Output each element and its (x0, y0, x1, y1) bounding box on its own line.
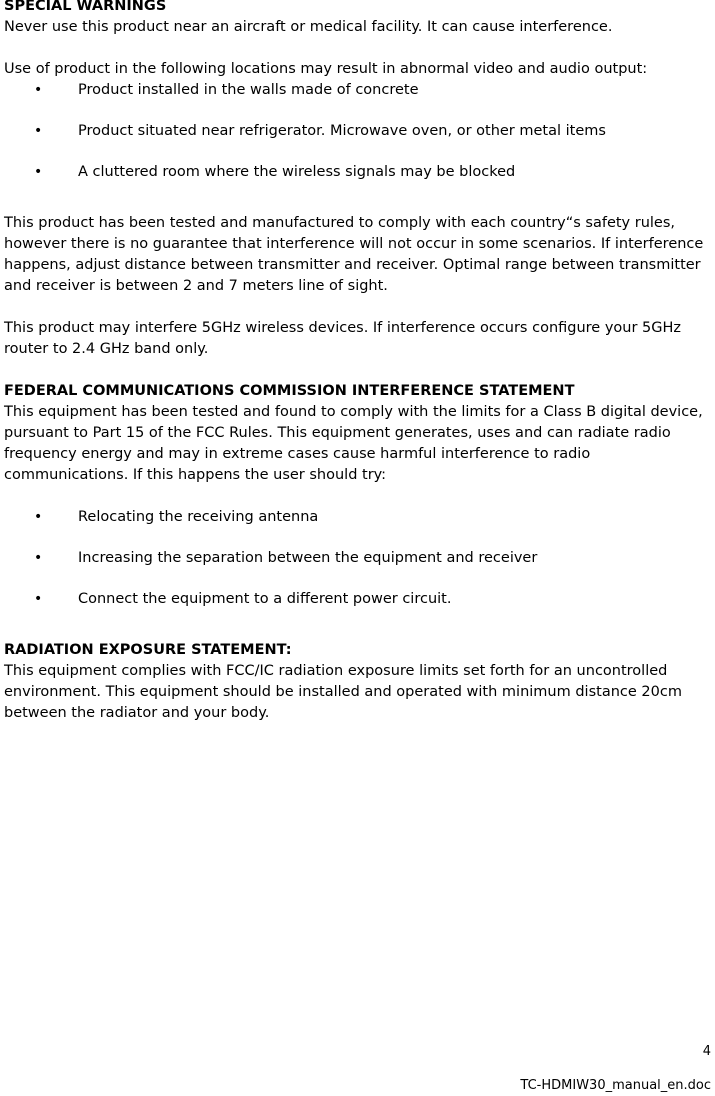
list-item: • Connect the equipment to a different power circuit. (4, 589, 712, 610)
page-number: 4 (702, 1044, 711, 1059)
safety-compliance-paragraph: This product has been tested and manufactured to comply with each country“s safety rules, however there is no guarantee that interference will not occur in some scenarios. If interference happens, adjust distance between transmitter and receiver. Optimal range between transmitter and receiver is between 2 and 7 meters line of sight. (4, 215, 704, 294)
locations-list (4, 80, 712, 183)
bullet-icon: • (34, 591, 43, 607)
list-item: • Relocating the receiving antenna (4, 507, 712, 528)
special-warnings-heading: SPECIAL WARNINGS (4, 0, 167, 14)
fcc-paragraph: This equipment has been tested and found to comply with the limits for a Class B digital device, pursuant to Part 15 of the FCC Rules. This equipment generates, uses and can radiate radio frequency energy and may in extreme cases cause harmful interference to radio communications. If this happens the user should try: (4, 404, 703, 483)
radiation-heading: RADIATION EXPOSURE STATEMENT: (4, 642, 292, 658)
list-item: • Product installed in the walls made of concrete (4, 80, 712, 101)
radiation-paragraph: This equipment complies with FCC/IC radiation exposure limits set forth for an uncontrolled environment. This equipment should be installed and operated with minimum distance 20cm between the radiator and your body. (4, 663, 682, 721)
bullet-icon: • (34, 509, 43, 525)
document-filename: TC-HDMIW30_manual_en.doc (520, 1078, 711, 1093)
locations-intro: Use of product in the following locations may result in abnormal video and audio output: (4, 61, 648, 77)
bullet-icon: • (34, 164, 43, 180)
fcc-list (4, 507, 712, 610)
list-item: • A cluttered room where the wireless signals may be blocked (4, 162, 712, 183)
bullet-icon: • (34, 82, 43, 98)
list-item: • Increasing the separation between the equipment and receiver (4, 548, 712, 569)
fcc-heading: FEDERAL COMMUNICATIONS COMMISSION INTERFERENCE STATEMENT (4, 383, 575, 399)
5ghz-paragraph: This product may interfere 5GHz wireless devices. If interference occurs configure your 5GHz router to 2.4 GHz band only. (4, 320, 682, 357)
aircraft-warning: Never use this product near an aircraft or medical facility. It can cause interference. (4, 19, 613, 35)
bullet-icon: • (34, 123, 43, 139)
list-item: • Product situated near refrigerator. Microwave oven, or other metal items (4, 121, 712, 142)
bullet-icon: • (34, 550, 43, 566)
document-page (4, 0, 712, 724)
